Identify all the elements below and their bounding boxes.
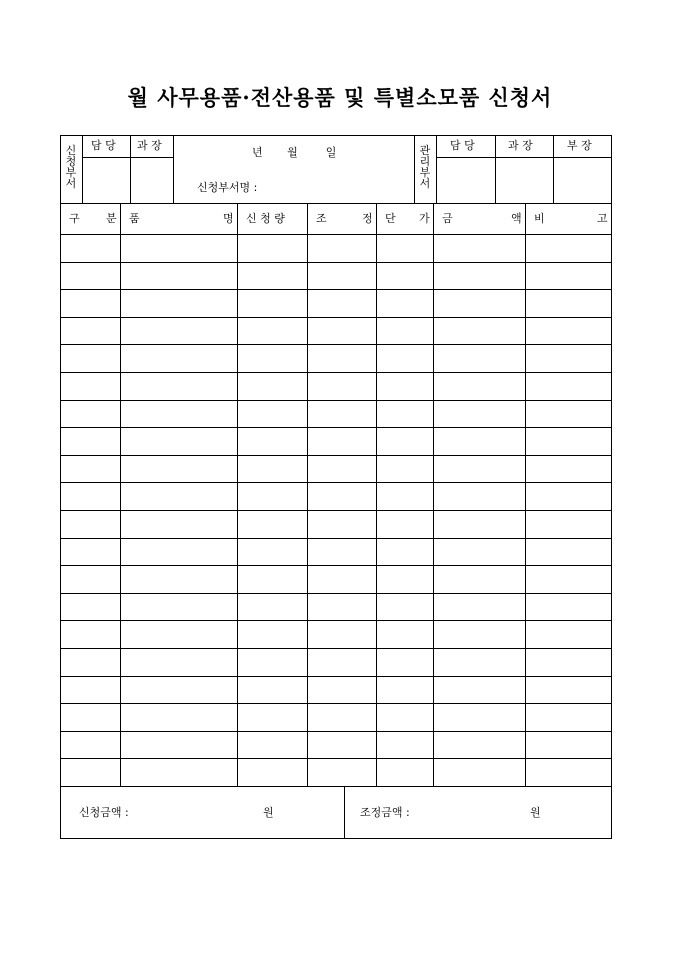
applicant-dept-label (64, 145, 78, 189)
form-title: 월 사무용품·전산용품 및 특별소모품 신청서 (127, 85, 553, 110)
dept-name-label: 신청부서명 : (197, 181, 258, 194)
adjusted-amount-unit: 원 (530, 806, 541, 819)
outer-border-bottom (60, 838, 612, 839)
header-3-left: 조 (316, 212, 327, 225)
approval-admin-label-divider (436, 135, 437, 204)
header-1-right: 명 (223, 212, 234, 225)
applicant-role-manager: 과 장 (137, 139, 162, 152)
footer-divider (344, 786, 345, 839)
table-row (60, 538, 611, 566)
outer-border-top (60, 135, 612, 136)
vertical-label-char: 신 (65, 144, 77, 157)
admin-role-director: 부 장 (567, 139, 592, 152)
approval-admin-role-divider-1 (495, 135, 496, 204)
admin-role-manager: 과 장 (508, 139, 533, 152)
vertical-label-char: 청 (65, 155, 77, 168)
requested-amount-label: 신청금액 : (79, 806, 129, 819)
table-row (60, 648, 611, 676)
header-3-right: 정 (362, 212, 373, 225)
header-6-left: 비 (534, 212, 545, 225)
admin-role-staff: 담 당 (450, 139, 475, 152)
vertical-label-char: 부 (419, 166, 431, 179)
vertical-label-char: 관 (419, 144, 431, 157)
approval-applicant-role-row-divider (82, 157, 174, 158)
vertical-label-char: 부 (65, 166, 77, 179)
header-4-left: 단 (385, 212, 396, 225)
adjusted-amount-label: 조정금액 : (360, 806, 410, 819)
table-row (60, 565, 611, 593)
table-row (60, 317, 611, 345)
header-0-right: 분 (106, 212, 117, 225)
vertical-label-char: 서 (419, 177, 431, 190)
applicant-role-staff: 담 당 (91, 139, 116, 152)
header-0-left: 구 (69, 212, 80, 225)
header-4-right: 가 (419, 212, 430, 225)
approval-admin-role-divider-2 (553, 135, 554, 204)
header-1-left: 품 (129, 212, 140, 225)
table-row (60, 676, 611, 704)
table-row (60, 758, 611, 786)
table-row (60, 593, 611, 621)
table-row (60, 234, 611, 262)
vertical-label-char: 리 (419, 155, 431, 168)
table-row (60, 620, 611, 648)
admin-dept-label (418, 145, 432, 189)
table-row (60, 372, 611, 400)
requested-amount-unit: 원 (263, 806, 274, 819)
table-row (60, 400, 611, 428)
approval-applicant-role-divider (130, 135, 131, 204)
approval-bottom-border (60, 203, 612, 204)
table-row (60, 510, 611, 538)
table-row (60, 344, 611, 372)
approval-applicant-end-divider (173, 135, 174, 204)
table-footer-top (60, 786, 612, 787)
header-6-right: 고 (597, 212, 608, 225)
approval-admin-role-row-divider (436, 157, 612, 158)
outer-border-right (611, 135, 612, 839)
table-row (60, 455, 611, 483)
table-row (60, 703, 611, 731)
vertical-label-char: 서 (65, 177, 77, 190)
header-5-right: 액 (511, 212, 522, 225)
table-row (60, 482, 611, 510)
header-5-left: 금 (442, 212, 453, 225)
header-2-left: 신 청 량 (246, 212, 285, 225)
table-row (60, 731, 611, 759)
table-row (60, 262, 611, 290)
table-row (60, 427, 611, 455)
table-row (60, 289, 611, 317)
date-label: 년 월 일 (252, 146, 337, 159)
approval-applicant-label-divider (82, 135, 83, 204)
approval-admin-start-divider (414, 135, 415, 204)
